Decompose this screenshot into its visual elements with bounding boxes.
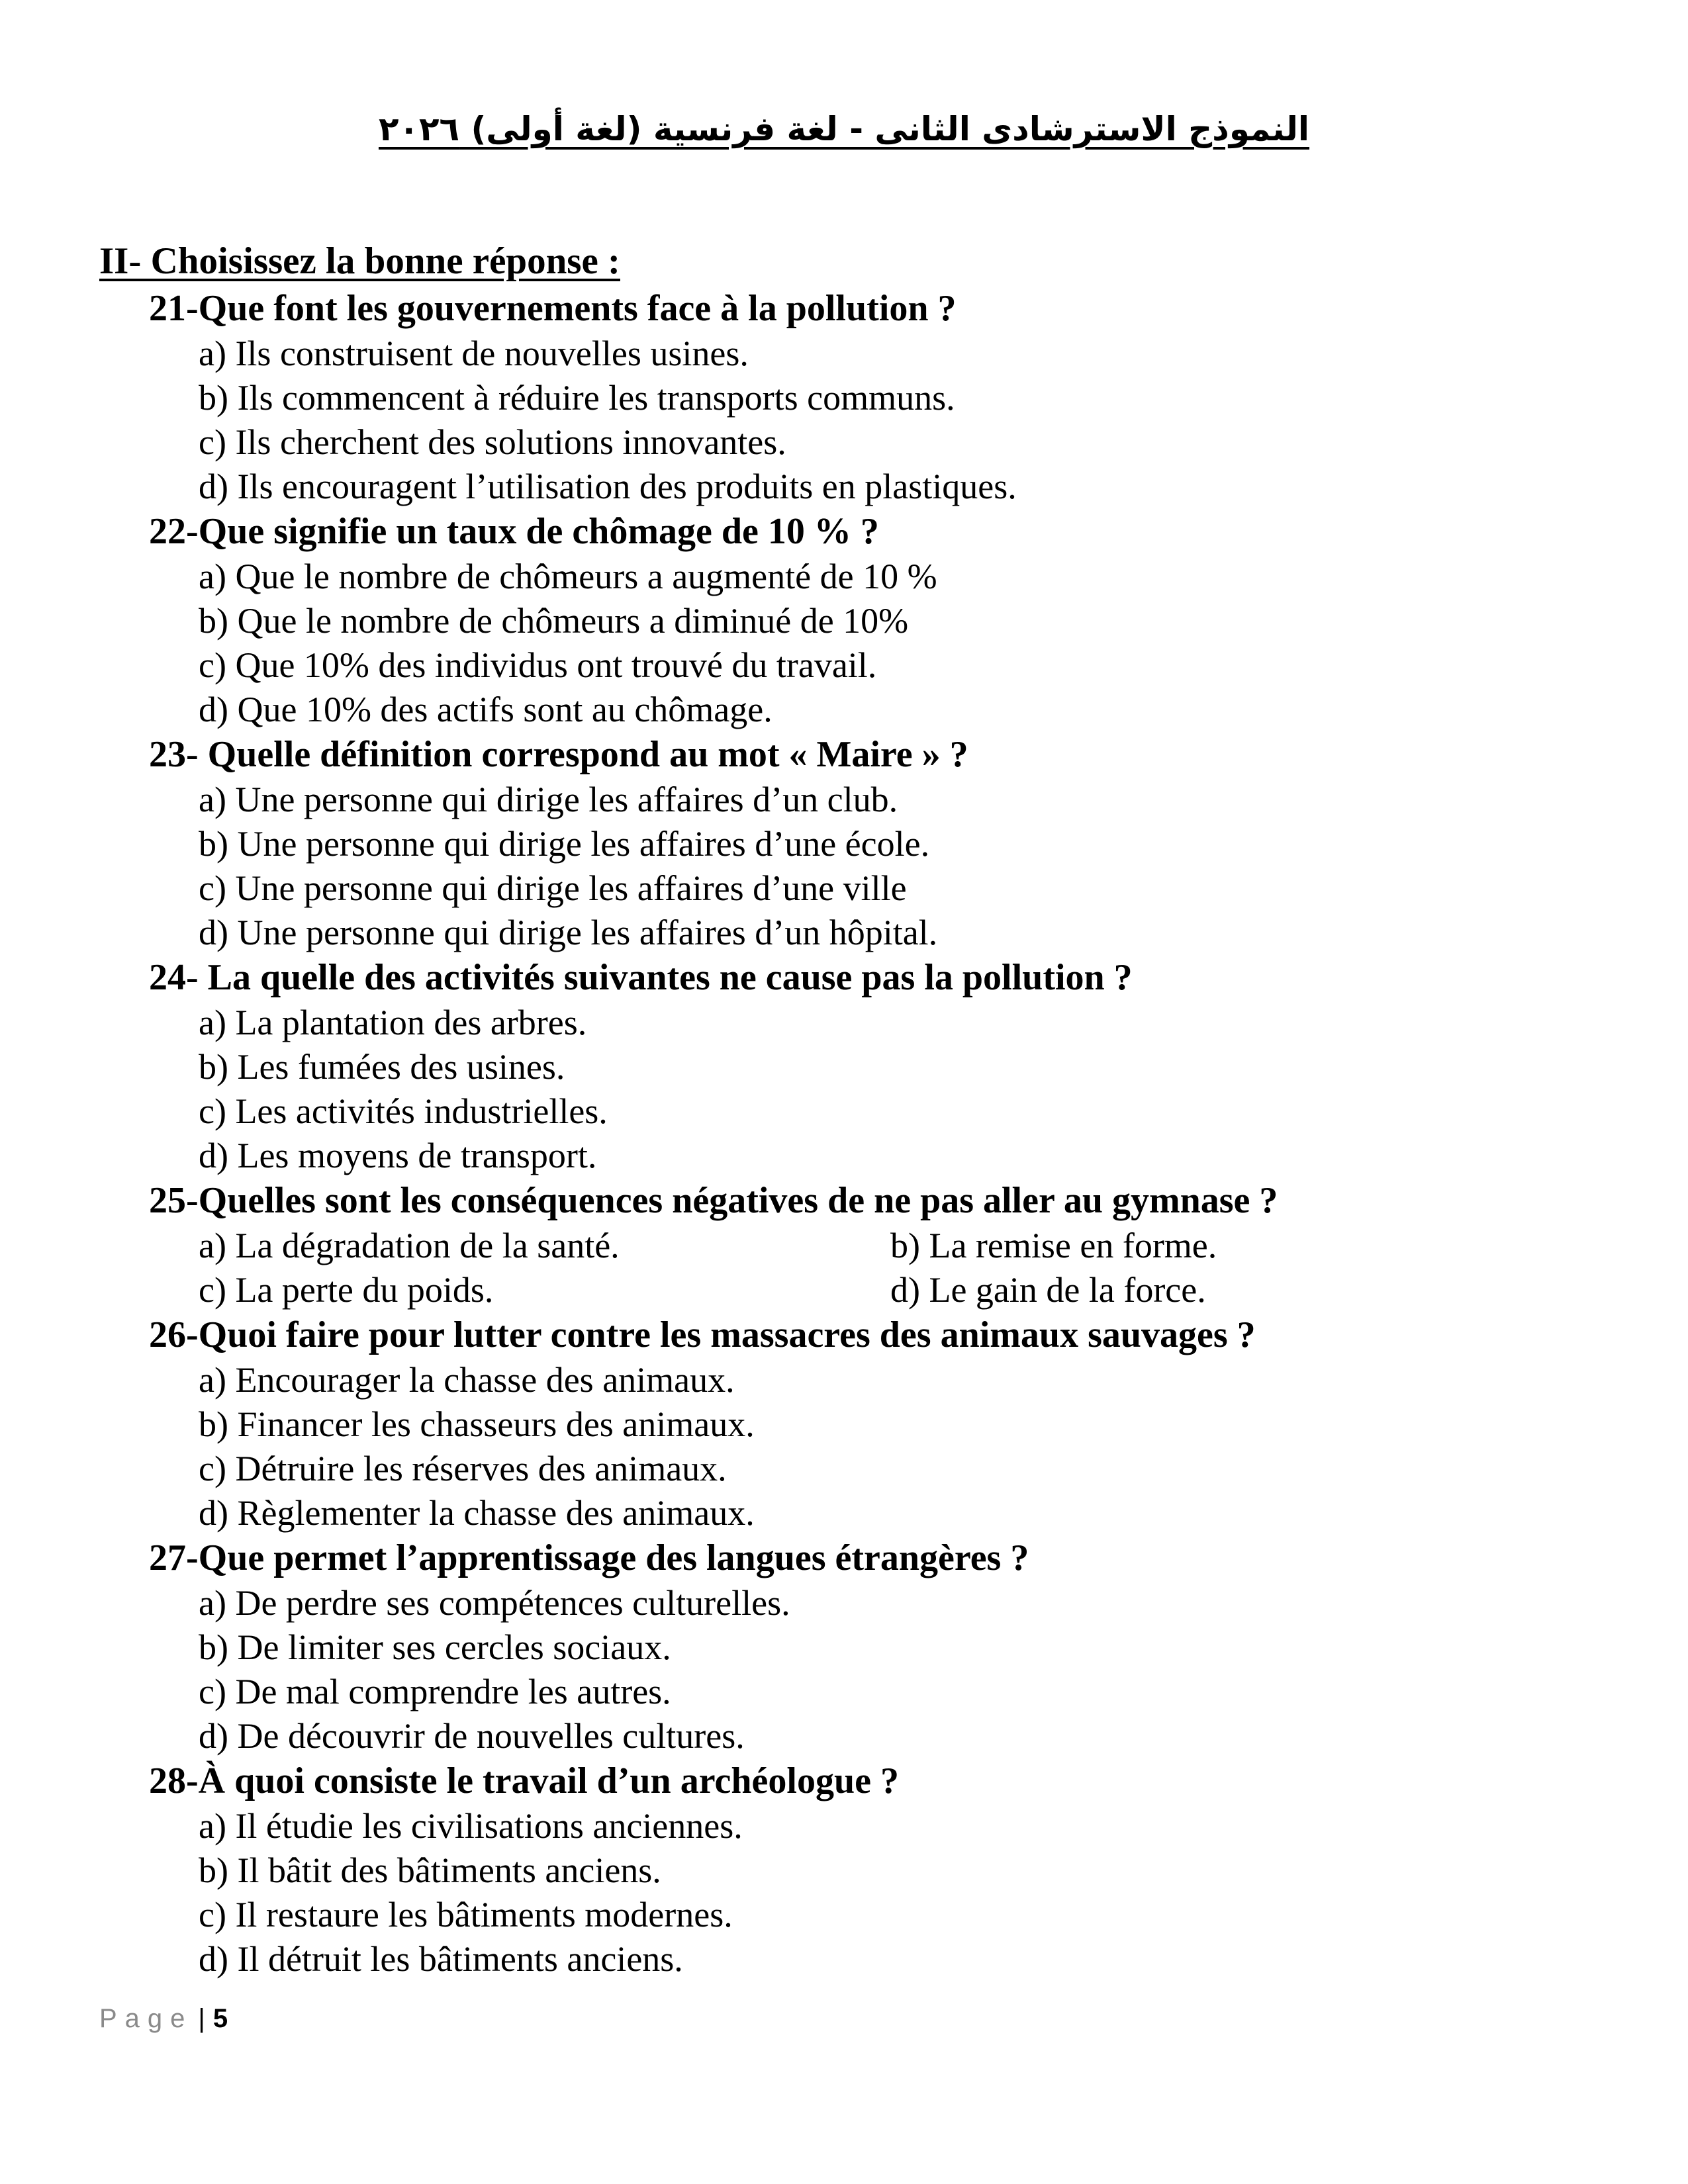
- option-c: c) Que 10% des individus ont trouvé du travail.: [199, 645, 877, 685]
- option-d: d) Une personne qui dirige les affaires d’un hôpital.: [199, 913, 938, 952]
- option-d: d) De découvrir de nouvelles cultures.: [199, 1716, 745, 1756]
- question-text: 27-Que permet l’apprentissage des langues étrangères ?: [149, 1537, 1029, 1578]
- option-d: d) Ils encouragent l’utilisation des produits en plastiques.: [199, 467, 1017, 506]
- option-b: b) De limiter ses cercles sociaux.: [199, 1627, 671, 1667]
- question-text: 24- La quelle des activités suivantes ne cause pas la pollution ?: [149, 957, 1133, 998]
- question-22: [0, 509, 1688, 732]
- question-text: 23- Quelle définition correspond au mot « Maire » ?: [149, 734, 968, 775]
- question-24: [0, 955, 1688, 1178]
- question-25: [0, 1178, 1688, 1312]
- option-a: a) Ils construisent de nouvelles usines.: [199, 334, 749, 373]
- page-footer: [99, 2004, 228, 2034]
- option-d: d) Les moyens de transport.: [199, 1136, 597, 1175]
- option-a: a) Encourager la chasse des animaux.: [199, 1360, 735, 1400]
- option-c: c) De mal comprendre les autres.: [199, 1672, 671, 1711]
- option-c: c) Il restaure les bâtiments modernes.: [199, 1895, 733, 1934]
- question-23: [0, 732, 1688, 955]
- option-d: d) Le gain de la force.: [890, 1270, 1206, 1310]
- option-d: d) Il détruit les bâtiments anciens.: [199, 1939, 683, 1979]
- question-text: 26-Quoi faire pour lutter contre les massacres des animaux sauvages ?: [149, 1314, 1256, 1355]
- question-26: [0, 1312, 1688, 1535]
- exam-title: النموذج الاسترشادى الثانى - لغة فرنسية (لغة أولى) ٢٠٢٦: [378, 110, 1310, 148]
- section-heading: II- Choisissez la bonne réponse :: [99, 240, 620, 282]
- option-c: c) Une personne qui dirige les affaires d’une ville: [199, 868, 907, 908]
- option-b: b) Que le nombre de chômeurs a diminué de 10%: [199, 601, 909, 641]
- option-c: c) La perte du poids.: [199, 1270, 494, 1310]
- option-a: a) De perdre ses compétences culturelles.: [199, 1583, 790, 1623]
- option-b: b) Les fumées des usines.: [199, 1047, 565, 1087]
- question-text: 25-Quelles sont les conséquences négatives de ne pas aller au gymnase ?: [149, 1180, 1278, 1221]
- option-b: b) Une personne qui dirige les affaires d’une école.: [199, 824, 930, 864]
- option-row: [0, 1268, 1688, 1312]
- option-row: [0, 1224, 1688, 1268]
- option-a: a) Il étudie les civilisations anciennes.: [199, 1806, 743, 1846]
- option-d: d) Règlementer la chasse des animaux.: [199, 1493, 755, 1533]
- question-text: 21-Que font les gouvernements face à la pollution ?: [149, 288, 957, 329]
- option-d: d) Que 10% des actifs sont au chômage.: [199, 690, 773, 729]
- question-21: [0, 286, 1688, 509]
- option-a: a) Que le nombre de chômeurs a augmenté de 10 %: [199, 557, 937, 596]
- page-number: 5: [212, 2004, 228, 2033]
- option-b: b) Il bâtit des bâtiments anciens.: [199, 1850, 661, 1890]
- option-a: a) La plantation des arbres.: [199, 1003, 587, 1042]
- question-list: [0, 286, 1688, 1981]
- page-label: Page: [99, 2004, 193, 2033]
- page-separator: |: [198, 2004, 205, 2033]
- option-a: a) Une personne qui dirige les affaires d’un club.: [199, 780, 898, 819]
- question-28: [0, 1758, 1688, 1981]
- option-c: c) Ils cherchent des solutions innovantes.: [199, 422, 786, 462]
- option-c: c) Les activités industrielles.: [199, 1091, 608, 1131]
- option-c: c) Détruire les réserves des animaux.: [199, 1449, 727, 1488]
- option-b: b) Ils commencent à réduire les transports communs.: [199, 378, 955, 418]
- option-a: a) La dégradation de la santé.: [199, 1226, 620, 1265]
- question-text: 28-À quoi consiste le travail d’un archéologue ?: [149, 1760, 899, 1801]
- option-b: b) Financer les chasseurs des animaux.: [199, 1404, 755, 1444]
- question-27: [0, 1535, 1688, 1758]
- page-title: [0, 110, 1688, 148]
- question-text: 22-Que signifie un taux de chômage de 10 % ?: [149, 511, 879, 552]
- option-b: b) La remise en forme.: [890, 1226, 1217, 1265]
